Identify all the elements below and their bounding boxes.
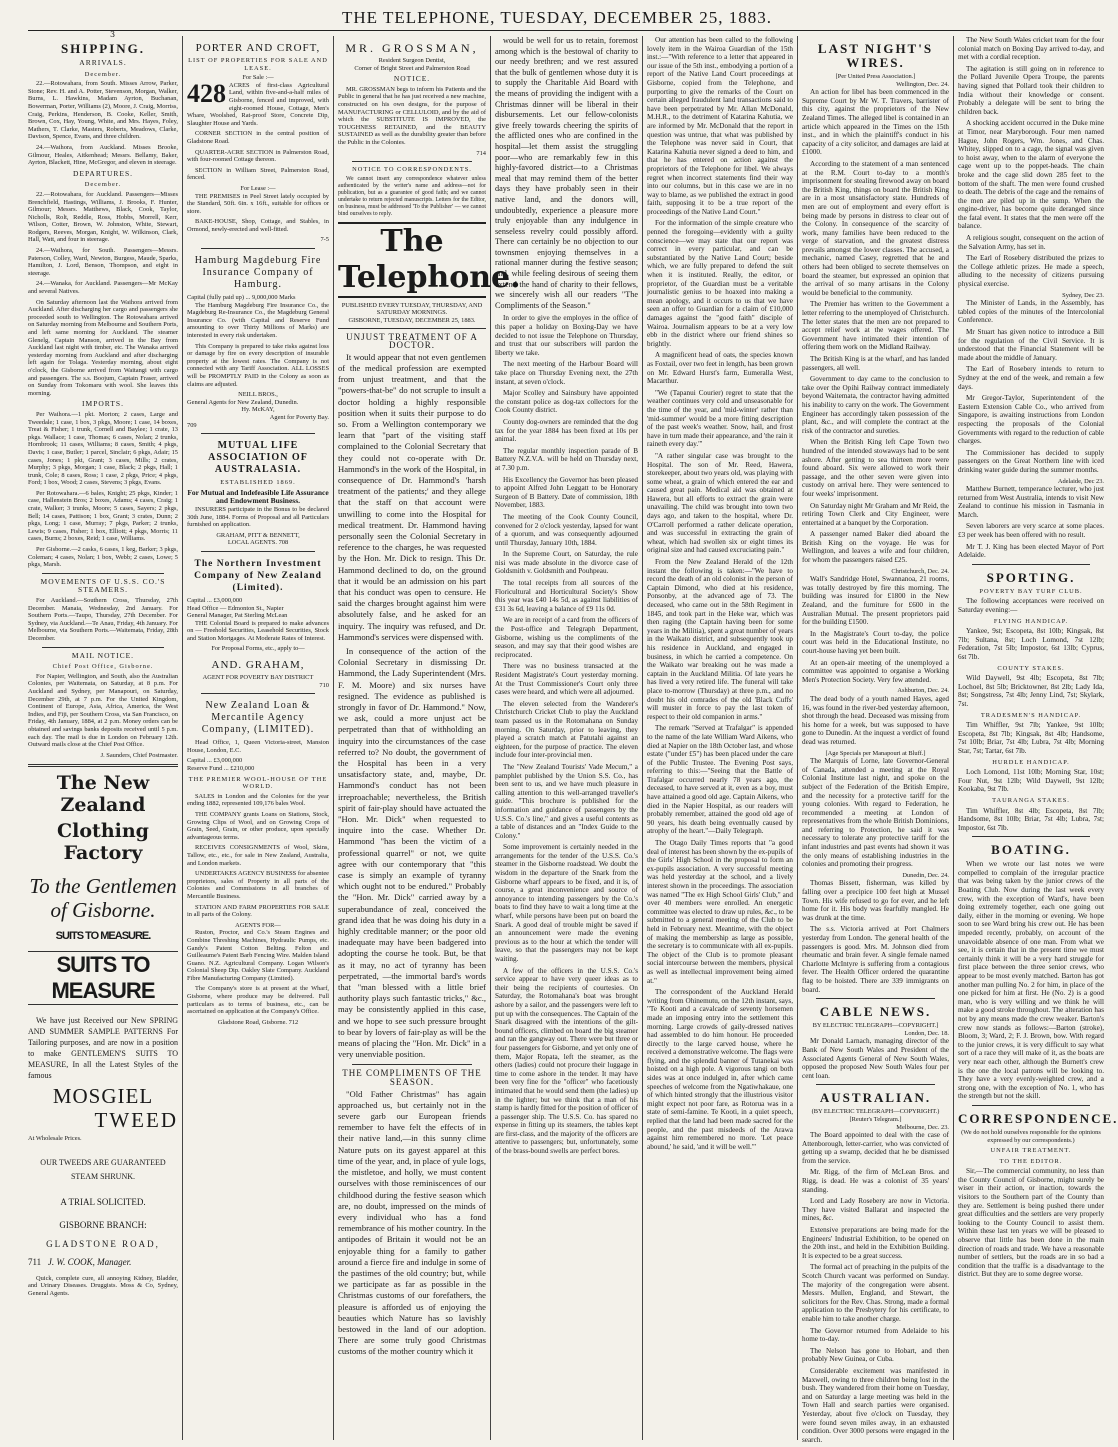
kidney-cure-text: Quick, complete cure, all annoying Kidney, Bladder, and Urinary Diseases. Druggists. Moss & Co, Sydney, General Agents. xyxy=(28,1274,178,1298)
hamburg-heading: Hamburg Magdeburg Fire Insurance Company of Hamburg. xyxy=(194,255,322,291)
australian-item: Mr Stuart has given notice to introduce a Bill for the regulation of the Civil Service. It is understood that the Financial Statement will be made about the middle of January. xyxy=(958,328,1104,362)
australian-item: Seven laborers are very scarce at some places. £3 per week has been offered with no result. xyxy=(958,522,1104,540)
masthead: THE TELEPHONE, TUESDAY, DECEMBER 25, 1883. xyxy=(341,8,773,27)
local-paragraph: The eleven selected from the Wanderer's Christchurch Cricket Club to play the Auckland team passed us in the Rotomahana on Sunday morning. On Saturday, prior to leaving, they played a scratch match at Patutahi against an eighteen, for the purpose of practice. The eleven include four inter-provincial men. xyxy=(495,699,638,760)
wire-item: On Saturday night Mr Graham and Mr Reid, the retiring Town Clerk and City Engineer, were entertained at a banquet by the Corporation. xyxy=(802,501,949,527)
boating-text: When we wrote our last notes we were compelled to complain of the irregular practice that was being taken by the junior crews of the Boating Club. Now during the last week every crew, with the exception of Ward's, have been doing extremely together, each one going out daily, either in the morning or evening. We hope soon to see Ward bring his crew out. He has been impeded recently, probably, on account of the unavoidable absence of one man. From what we see, it is certain that in the present time we must certainly think it will be a very hard struggle for first place between the three senior crews, who appear to be most evenly matched. Barton has got another man pulling No. 2 for him, in place of the one picked for him at first. He (No. 2) is a good man, who is very willing and we think he will make a good stroke throughout. The alteration has not by any means made the crew weaker. Barton's crew now stands as follows:—Barton (stroke), Bloom, 3; Ward, 2; F. J. Brown, bow. With regard to the junior crews, it is very difficult to say what sort of a race they will make of it, as the boats are very near each other, although the Burnett's crew is the one the local patrons will be looking to. They have a very evenly-weighted crew, and a strong one, with the exception of No. 1, who has the strength but not the skill. xyxy=(958,860,1104,1101)
australian-item: The formal act of preaching in the pulpits of the Scotch Church vacant was performed on Sunday. The majority of the congregation were absent. Messrs. Mullen, England, and Stewart, the solicitors for the Rev. Chas. Strong, made a formal application to the Presbytery for his certificate, to enable him to take another charge. xyxy=(802,1263,949,1323)
local-paragraph: The Otago Daily Times reports that "a good deal of interest has been shown by the ex-pupils of the Girls' High School in the proposal to form an ex-pupils association. A very successful meeting was held yesterday at the school, and a lively interest shown in the proceedings. The association was named "The ex High School Girls' Club," and over 40 members were enrolled. An energetic committee was elected to draw up rules, &c., to be submitted to a general meeting of the Club to be held in February next. Meantime, with the object of making the membership as large as possible, the secretary is to communicate with all ex-pupils. The object of the Club is to promote pleasant social intercourse between the members, physical as well as intellectual improvement being aimed at." xyxy=(647,839,793,985)
race-acceptances: Tim Whiffler, 9st 7lb; Yankee, 9st 10lb; Escopeta, 8st 7lb; Kingsak, 8st 4lb; Handsome, 7st 10lb; Briar, 7st 4lb; Lubra, 7st 4lb; Morning Star, 7st; Tartar, 6st 7lb. xyxy=(958,721,1104,755)
boating-heading: BOATING. xyxy=(991,842,1071,858)
local-paragraph: The remark "Served at Trafalgar" is appended to the name of the late William Ward Aikens, who died at Napier on the 18th October last, and whose estate ("under £5") has been placed under the care of the Public Trustee. The Evening Post says, referring to this:—"Seeing that the Battle of Trafalgar occurred nearly 78 years ago, the deceased, to have served at it, even as a boy, must have attained a good old age. Captain Aikens, who died in the Napier Hospital, as our readers will probably remember, attained the good old age of 90 years, his death being eventually caused by atrophy of the heart."—Daily Telegraph. xyxy=(647,724,793,836)
station-text: STATION AND FARM PROPERTIES FOR SALE in all parts of the Colony. xyxy=(187,903,329,919)
wire-item: Wall's Sandridge Hotel, Swannanoa, 21 rooms, was totally destroyed by fire this morning. The building was insured for £1800 in the New Zealand, and the furniture for £600 in the Australian Mutual. The present proprietors paid for the building £1500. xyxy=(802,575,949,627)
column-rule xyxy=(333,36,334,1440)
australian-subheading: (BY ELECTRIC TELEGRAPH—COPYRIGHT.) xyxy=(811,1108,940,1116)
departures-heading: DEPARTURES. xyxy=(72,168,134,178)
wires-location: Christchurch, Dec. 24. xyxy=(891,567,949,575)
departures-text-3: 24.—Wanaka, for Auckland. Passengers—Mr McKay and several Natives. xyxy=(28,280,178,296)
race-heading: HURDLE HANDICAP. xyxy=(992,758,1070,766)
local-paragraph: The meeting of the Cook County Council, convened for 2 o'clock yesterday, lapsed for want of a quorum, and was consequently adjourned until Thursday, January 10th, 1884. xyxy=(495,512,638,547)
ad-number: 710 xyxy=(319,681,329,689)
local-paragraph: His Excellency the Governor has been pleased to appoint Alfred John Leggatt to be Honorary Surgeon of B Battery. Date of commission, 18th November, 1883. xyxy=(495,475,638,510)
and-graham: AND. GRAHAM, xyxy=(211,659,305,672)
wire-item: The British King is at the wharf, and has landed passengers, all well. xyxy=(802,355,949,372)
local-paragraph: For the information of the simple creature who penned the foregoing—evidently with a guilty conscience—we may state that our report was correct in every particular, and can be substantiated by the Native Land Court; beside which, we are fully prepared to defend the suit when it is instituted. Really, the editor, or proprietor, of the Guardian must be a veritable journalistic genius to be hoaxed into making a mean apology, and it occurs to us that we have seen an offer to Guardian for a claim of £10,000 damages against the "good faith" disciple of Wairoa. Journalism appears to be at a very low ebb in the district where our friend shines so brightly. xyxy=(647,219,793,348)
premier-text: SALES in London and the Colonies for the year ending 1882, represented 109,176 bales Wool. xyxy=(187,792,329,808)
quarter-acre-text: QUARTER-ACRE SECTION in Palmerston Road, with four-roomed Cottage thereon. xyxy=(187,148,329,164)
suits-text: We have just Received our New SPRING AND SUMMER SAMPLE PATTERNS For Tailoring purposes, and are now in a position to make GENTLEMEN'S SUITS TO MEASURE, In all the Latest Styles of the famous xyxy=(28,1015,178,1080)
column-rule xyxy=(642,36,643,1440)
correspondence-note: (We do not hold ourselves responsible for the opinions expressed by our correspondents.) xyxy=(961,1128,1101,1144)
agents-for-label: AGENTS FOR— xyxy=(235,921,281,929)
race-heading: COUNTY STAKES. xyxy=(997,664,1065,672)
unjust-treatment-heading: UNJUST TREATMENT OF A DOCTOR. xyxy=(346,331,478,351)
ad-number: 711 xyxy=(28,1257,42,1268)
wire-item: The Premier has written to the Government a letter referring to the unemployed of Christchurch. The letter states that the men are not prepared to accept relief work at the wages offered. The Government have intimated their intention of offering them work on the Midland Railway. xyxy=(802,300,949,352)
sporting-heading: SPORTING. xyxy=(986,569,1076,585)
undertakes-text: UNDERTAKES AGENCY BUSINESS for absentee proprietors, sales of Property in all parts of the Colonies and Commissions in all branches of Mercantile Business. xyxy=(187,870,329,900)
nz-loan-heading: New Zealand Loan & Mercantile Agency Company, (LIMITED). xyxy=(201,700,315,736)
correspondents-heading: NOTICE TO CORRESPONDENTS. xyxy=(352,166,472,174)
race-acceptances: Yankee, 9st; Escopeta, 8st 10lb; Kingsak, 8st 7lb; Sultana, 8st; Loch Lomond, 7st 12lb; Federation, 7st 5lb; Impostor, 6st 13lb; Cyprus, 6st 7lb. xyxy=(958,627,1104,661)
imports-heading: IMPORTS. xyxy=(82,399,124,409)
trial-note: A TRIAL SOLICITED. xyxy=(60,1197,146,1208)
arrivals-text-2: 24.—Waihora, from Auckland. Misses Brooke, Gilmour, Heales, Aitkenhead; Messrs. Bellamy, Baker, Ayrton, Blackett, Hine, McGregor, and eleven in steerage. xyxy=(28,143,178,167)
local-paragraph: Some improvement is certainly needed in the arrangements for the tender of the U.S.S. Co.'s steamer in the Gisborne roadstead. We doubt the wisdom in the departure of the Snark from the Gisborne wharf appears to be fixed, and it is, of course, a great inconvenience and source of annoyance to intending passengers by the Co.'s boats to find they have to wait a long time at the wharf, while persons have been put on board the Snark. A good deal of trouble might be saved if an announcement were made the evening previous as to the hour at which the tender will leave, so that the passengers may not be kept waiting. xyxy=(495,843,638,963)
race-acceptances: Loch Lomond, 11st 10lb; Morning Star, 10st; Four Nut, 9st 12lb; Wild Daywell, 9st 12lb; Kookaba, 9st 7lb. xyxy=(958,768,1104,794)
manager-name: J. W. COOK, Manager. xyxy=(47,1257,132,1268)
local-paragraph: From the New Zealand Herald of the 12th instant the following is taken:—"We have to record the death of an old colonist in the person of Captain Dimond, who died at his residence, Ponsonby, at the advanced age of 73. The deceased, who came out in the 58th Regiment in 1845, and took part in the Heke war, which was then raging (the Captain having been for some years in the Militia), spent a great number of years in the Waikato district, and subsequently took up his residence in Auckland, and engaged in business, in which he carried a competence. On the Waikato war breaking out he was made a captain in the Auckland Militia. Of late years he has lived a very retired life. The funeral will take place to-morrow (Thursday) at three p.m., and no doubt his old comrades of the old 'Black Cuffs' will muster in force to pay the last token of respect to their old companion in arms." xyxy=(647,558,793,721)
unjust-treatment-p1: It would appear that not even gentlemen of the medical profession are exempted from unjust treatment, and that the "powers-that-be" do not scruple to insult a doctor holding a highly responsible position when it suits their purpose to do so. From a Wellington contemporary we learn that "part of the visiting staff complained to the Colonial Secretary that they could not co-operate with Dr. Hammond's in the work of the Hospital, in consequence of Dr. Hammond's 'harsh treatment of the patients;' and they allege that the staff on that account were unwilling to come into the Hospital for medical treatment. Dr. Hammond having personally seen the Colonial Secretary in reference to the charges, he was requested by the Hon. Mr. Dick to resign. This Dr. Hammond declined to do, on the ground that it would be an admission on his part that his conduct was open to censure. He said the charges brought against him were absolutely false, and he asked for an inquiry. The inquiry was refused, and Dr. Hammond's services were dispensed with. xyxy=(338,351,486,642)
wire-item: According to the statement of a man sentenced at the R.M. Court to-day to a month's imprisonment for stealing firewood away on board the British King, things on board the British King are in a most unsatisfactory state. Hundreds of men are out of employment and every effort is being made by persons in distress to clear out of the Colony. In consequence of the scarcity of work, many families have been reduced to the verge of starvation, and the greatest distress prevails amongst the lower classes. The accused, a mechanic, named Casey, regretted that he and others had been obliged to secrete themselves on board the steamer, but expressed an opinion that the arrival of so many artisans in the Colony would be beneficial to the community. xyxy=(802,159,949,297)
column-rule xyxy=(182,36,183,1440)
nz-loan-office: Head Office, 1, Queen Victoria-street, Mansion House, London, E.C. xyxy=(187,739,329,754)
wire-item: At an open-air meeting of the unemployed a committee was appointed to organise a Working Men's Protection Society. Very few attended. xyxy=(802,658,949,684)
mutual-subheading: For Mutual and Indefeasible Life Assurance and Endowment Business. xyxy=(187,487,329,506)
column-4 xyxy=(495,36,638,1440)
imports-text: Per Waihora.—1 pkt. Morton; 2 cases, Large and Tweedale; 1 case, 1 box, 3 pkgs, Moore; 1 case, 14 boxes, Treat & Fisher; 1 trunk, Cornell and Baylee; 1 crate, 13 pkgs. Wallace; 1 case, Thomas; 6 cases, Nolan; 2 trunks, Hornbrook; 11 cases, Williams; 8 cases, Smith; 4 pkgs, Davis; 1 case, Butler; 1 parcel, Sinclair; 6 pkgs, Adair; 15 cases, Jones; 1 pkt, Grant; 3 cases, Mills; 2 crates, Murphy; 3 pkgs, Morgan; 1 case, Black; 2 pkgs, Hall; 1 trunk, Cole; 8 cases, Ross; 1 case, 2 pkgs, Price; 4 pkgs, Ford; 1 box, Wood; 2 cases, Stevens; 3 pkgs, Evans. xyxy=(28,410,178,487)
northern-office: Head Office — Edmonton St., Napier xyxy=(187,604,284,612)
nz-loan-reserve: Reserve Fund ... £210,000 xyxy=(187,765,255,773)
australian-item: Matthew Burnett, temperance lecturer, who just returned from West Australia, intends to visit New Zealand to continue his mission in Tasmania in March. xyxy=(958,485,1104,519)
australian-location: Sydney, Dec 23. xyxy=(1062,291,1104,299)
wire-item: An action for libel has been commenced in the Supreme Court by Mr W. T. Travers, barrister of this city, against the proprietors of the New Zealand Times. The alleged libel is contained in an article which appeared in the Times on the 15th inst., and in which the plaintiff's conduct in his capacity of a city solicitor, and damages are laid at £1000. xyxy=(802,88,949,157)
nz-loan-capital: Capital ... £3,000,000 xyxy=(187,757,243,765)
race-heading: TAURANGA STAKES. xyxy=(992,796,1070,804)
local-paragraph: The correspondent of the Auckland Herald writing from Ohinemutu, on the 12th instant, says, "Te Kooti and a cavalcade of seventy horsemen made an imposing entry into the settlement this morning. Large crowds of gaily-dressed natives had assembled to do him honour. He proceeded directly to the large carved house, where he received a demonstrative welcome. The flags were flying, and the splendid banner of Tutanekai was hoisted on a high pole. A vigorous tangi on both sides was at once indulged in, after which came speeches of welcome from the Ngatiwhakaue, one of which hinted strongly that the illustrious visitor might expect not poor fare, as Rotorua was in a state of semi-famine. Te Kooti, in a quiet speech, replied that the land had been made sacred for the people, and the past misdeeds of the Arawa against him remembered no more. 'Let peace abound,' he said, 'and it will be well.'" xyxy=(647,988,793,1151)
cable-news-subheading: BY ELECTRIC TELEGRAPH—COPYRIGHT.] xyxy=(812,1022,939,1030)
australian-item: The New South Wales cricket team for the four colonial match on Boxing Day arrived to-day, and met with a cordial reception. xyxy=(958,36,1104,62)
mutual-text: INSURERS participate in the Bonus to be declared 30th June, 1884. Forms of Proposal and all Particulars furnished on application. xyxy=(187,505,329,529)
arrivals-date: December. xyxy=(84,70,122,78)
arrivals-text: 22.—Rotowahara, from South. Misses Arrow, Parker, Stone; Rev. H. and A. Potter, Stevenson, Morgan, Walker, Burns, L. Hawkins, Madam Ayrton, Buchanan, Bowerman, Porter, Williams (2), Moore, J. Craig, Morriss, Craig, Perkins, Henderson, B. Cooke, Keller, Smith, Brown, Cox, Hay, Young, White, and Mrs. Hayes, Foley, Mathers, T. Clarke, Masters, Roberts, Meadows, Clarke, Davison, Spence, Evans, and three children. xyxy=(28,80,178,141)
movements-text: For Auckland.—Southern Cross, Thursday, 27th December. Manaia, Wednesday, 2nd January. For Southern Ports.—Taupo, Thursday, 27th December. For Sydney, via Auckland.—Te Anau, Friday, 4th January. For Melbourne, via Southern Ports.—Waitemata, Friday, 28th December. xyxy=(28,597,178,642)
australian-item: Considerable excitement was manifested in Maxwell, owing to three children being lost in the bush. They wandered from their home on Tuesday, and on Saturday a large meeting was held in the Town Hall and search parties were organised. Yesterday, about five o'clock on Tuesday, they were found seven miles away, in an exhausted condition. Over 3000 persons were engaged in the search. xyxy=(802,1366,949,1444)
departures-date: December. xyxy=(84,181,122,189)
australian-item: The Earl of Rosebery distributed the prizes to the College athletic prizes. He made a speech, alluding to the necessity of citizens pursuing physical exercise. xyxy=(958,254,1104,289)
corner-section-text: CORNER SECTION in the central position of Gladstone Road. xyxy=(187,130,329,145)
notice-text: MR. GROSSMAN begs to inform his Patients and the Public in general that he has just received a new machine, constructed on his own designs, for the purpose of MANUFACTURING or CELLULOID, and by the aid of which the SUBSTITUTE IS IMPROVED, the TOUGHNESS RETAINED, and the BEAUTY SUSTAINED as well as the durability greater than before the Public in the Colonies. xyxy=(338,85,486,146)
neill-bros: NEILL BROS., xyxy=(238,391,278,399)
acreage-number: 428 xyxy=(187,78,226,108)
william-street-text: SECTION in William Street, Palmerston Road, fenced. xyxy=(187,166,329,182)
local-paragraph: In the Supreme Court, on Saturday, the rule nisi was made absolute in the divorce case of Goldsmith v. Goldsmith and Pouhpeau. xyxy=(495,550,638,576)
shipping-news: On Saturday afternoon last the Waihora arrived from Auckland. After discharging her cargo and passengers she proceeded south to Wellington. The Rotowahara arrived on Saturday morning from Melbourne and Southern Ports, and left same morning for Auckland. The steamer Glenelg, Captain Manson, arrived in the Bay from Auckland last night with timber, etc. The Wanaka arrived yesterday morning from Auckland and after discharging left again for Tolaga. Yesterday morning, about eight o'clock, the Gisborne arrived from Waitangi with cargo and passengers. The s.s. Boojum, Captain Fraser, arrived on Sunday from Tokomaru with wool. She leaves this morning. xyxy=(28,298,178,397)
australian-item: Lord and Lady Rosebery are now in Victoria. They have visited Ballarat and inspected the mines, &c. xyxy=(802,1197,949,1223)
imports-text-2: Per Rotowahara.—6 bales, Knight; 25 pkgs, Kinder; 1 case, Hallenstein Bros; 2 boxes, Adams; 4 cases, Craig; 1 crate, Walker; 3 trunks, Moore; 5 cases, Sayers; 2 pkgs, Bell; 14 cases, Pattison; 1 box, Grant; 3 crates, Dunn; 2 pkgs, Long; 1 case, Murray; 7 pkgs, Parker; 2 trunks, Lewis; 9 cases, Fisher; 1 box, Elliott; 4 pkgs, Morris; 11 cases, Burns; 2 boxes, Reid; 1 case, Williams. xyxy=(28,489,178,543)
australian-item: The Governor returned from Adelaide to his home to-day. xyxy=(802,1326,949,1344)
hamburg-text: The Hamburg Magdeburg Fire Insurance Co., the Magdeburg Re-Insurance Co., the Magdeburg General Insurance Co. (with Capital and Reserve Fund amounting to over Thirty Millions of Marks) are interested in every risk undertaken. xyxy=(187,301,329,340)
compliments-continued: would be well for us to retain, foremost among which is the bestowal of charity to our needy brethren; and we rest assured that the bulk of gentlemen whose duty it is to supply the Charitable Aid Board with the means of providing the indigent with a Christmas dinner will be liberal in their disbursements. Let our fellow-colonists give freely towards cheering the spirits of the afflicted ones who are confined in the hospital—let them assist the struggling poor—who are remarkably few in this highly-favored district—to a Christmas meal that may remind them of the better days they have probably seen in their native land, and the donors will, undoubtedly, experience a pleasure more truly enjoyable than any indulgence in senseless revelry could possibly afford. There can certainly be no objection to our townsmen enjoying themselves in a rational manner during the festive season; and, while feeling desirous of seeing them extend the hand of charity to their fellows, we sincerely wish all our readers "The Compliments of the Season." xyxy=(495,36,638,310)
australian-item: The Minister of Lands, in the Assembly, has tabled copies of the minutes of the Intercolonial Conference. xyxy=(958,299,1104,325)
turf-club-heading: POVERTY BAY TURF CLUB. xyxy=(979,587,1083,595)
porter-croft-subheading: LIST OF PROPERTIES FOR SALE AND LEASE. xyxy=(188,57,328,72)
ad-number: 714 xyxy=(476,149,486,157)
race-heading: TRADESMEN'S HANDICAP. xyxy=(980,711,1082,719)
ad-number: 712 xyxy=(288,1018,299,1026)
local-paragraph: A magnificent head of oats, the species known as Foxtail, over two feet in length, has been grown on Mr. Edward Hurst's farm, Eumeralla West, Macarthur. xyxy=(647,351,793,386)
correspondence-subheading: UNFAIR TREATMENT. xyxy=(990,1147,1072,1155)
mail-heading: MAIL NOTICE. xyxy=(71,650,135,660)
imports-text-3: Per Gisborne.—2 casks, 6 cases, 1 keg, Barker; 3 pkgs, Coleman; 4 cases, Nolan; 1 box, Webb; 2 cases, Lowe; 5 pkgs, Marsh. xyxy=(28,546,178,569)
gladstone-road-sign: Gladstone Road, Gisborne. 712 xyxy=(217,1018,299,1026)
wires-heading: LAST NIGHT'S WIRES. xyxy=(817,41,934,70)
porter-croft-heading: PORTER AND CROFT, xyxy=(195,42,321,54)
local-paragraph: Our attention has been called to the following lovely item in the Wairoa Guardian of the 15th inst.:—"With reference to a letter that appeared in our issue of the 5th inst., embodying a portion of a report of the Native Land Court proceedings at Gisborne, copied from the Telephone, and purporting to give the remarks of the Court on certain alleged fraudulent land transactions said to have been perpetrated by Mr. Allan McDonald, M.H.R., to the detriment of Katarina Kahutia, we are informed by Mr. McDonald that the report in question was untrue, that what was published by the Telephone was never said in Court, that Katarina Kahutia never signed a deed to him, and that he has entered on action against the proprietors of the Telephone for libel. We always regret when incorrect statements find their way into our columns, but in this case we are in no way to blame, as we published the extract in good faith, supposing it to be a true report of the proceedings of the Native Land Court." xyxy=(647,36,793,216)
wire-item: When the British King left Cape Town two hundred of the intended stowaways had to be sent ashore. After getting to sea thirteen more were found aboard. Six were allowed to work their passage, and the other seven were given into custody on arrival here. They were sentenced to four weeks' imprisonment. xyxy=(802,438,949,498)
mutual-established: ESTABLISHED 1869. xyxy=(220,479,296,487)
suits-to-measure-large: SUITS TO MEASURE xyxy=(28,951,178,1005)
agents-text: Ruston, Proctor, and Co.'s Steam Engines and Combine Threshing Machines, Hydraulic Pumps, etc. Gandy's Patent Cotton Belting. Felton and Guilleaume's Patent Barb Fencing Wire. Malden Island Guano. N.Z. Agricultural Company. Logan Wilson's Colonial Sheep Dip. Oakley Slate Company. Auckland Fibre Manufacturing Company (Limited). xyxy=(187,929,329,982)
local-paragraph: A few of the officers in the U.S.S. Co.'s service appear to have very queer ideas as to their being the recipients of courtesies. On Saturday, the Rotomahana's boat was brought ashore by a sailor, and the passengers were left to put up with the consequences. The Captain of the Snark disagreed with the intentions of the gilt-bound officers, climbed on board the big steamer and ran the gangway out. There were but three or four passengers for Gisborne, and yet only one of them, Major Ropata, left the steamer, as the others (ladies) could not procure their luggage in time to come ashore in the tender. It may have been very fine for the "officer" who facetiously intimated that he would send them (the ladies) up in the lighter; but we think that a man of his stamp is hardly fitted for the position of officer of a passenger ship. The U.S.S. Co. has spared no expense in fitting up its steamers, the tables kept are first-class, and the majority of the officers are attentive to passengers; but, unfortunately, some of the brass-bound swells are perfect bores. xyxy=(495,966,638,1156)
arrivals-heading: ARRIVALS. xyxy=(79,58,127,67)
correspondence-heading: CORRESPONDENCE. xyxy=(958,1110,1118,1126)
branch-heading: GISBORNE BRANCH: xyxy=(59,1220,147,1231)
wire-item: In the Magistrate's Court to-day, the police court was held in the Educational Institute, no court-house having yet been built. xyxy=(802,629,949,655)
lease-text: THE PREMISES in Peel Street lately occupied by the Standard, 50ft. 6in. x 16ft., suitable for offices or store. xyxy=(187,192,329,215)
australian-item: A shocking accident occurred in the Duke mine at Timor, near Maryborough. Four men named Hague, John Rogers, Wm. Jones, and Chas. Whitey, slipped on to a cage, the signal was given to hoist away, when to the alarm of everyone the cage went up to the poppet-heads. The chain broke and the cage slid down 285 feet to the bottom of the shaft. The men were found crushed to death. The debris of the cage and the remains of the men are piled up in the sump. When the engine-driver, has become quite deranged since the fatal event. It states that the men were off the balance. xyxy=(958,119,1104,231)
australian-item: The agitation is still going on in reference to the Pollard Juvenile Opera Troupe, the parents having signed that Pollard took their children to India without their knowledge or consent. Probably a delegate will be sent to bring the children back. xyxy=(958,64,1104,116)
suits-to-measure-small: SUITS TO MEASURE. xyxy=(55,930,151,943)
australian-location: Adelaide, Dec 23. xyxy=(1057,477,1104,485)
clothing-factory-line-1: The New Zealand xyxy=(56,772,150,817)
for-sale-label: For Sale :— xyxy=(242,74,274,82)
movements-heading: MOVEMENTS OF U.S.S. CO.'S STEAMERS. xyxy=(40,576,166,595)
wire-item: The dead body of a youth named Hayes, aged 16, was found in the river-bed yesterday afternoon, shot through the head. Deceased was missing from his home for a week, but was supposed to have gone to Dunedin. At the inquest a verdict of found dead was returned. xyxy=(802,694,949,746)
graham-pitt-bennett: GRAHAM, PITT & BENNETT, xyxy=(216,531,300,539)
australian-item: The Commissioner has decided to supply passengers on the Great Northern line with iced drinking water guide during the summer months. xyxy=(958,448,1104,474)
column-5 xyxy=(647,36,793,1440)
tweed-heading: TWEED xyxy=(94,1107,178,1132)
premier-heading: THE PREMIER WOOL-HOUSE OF THE WORLD. xyxy=(188,775,328,791)
column-rule xyxy=(953,36,954,1440)
wires-subheading: [Per United Press Association.] xyxy=(835,73,916,80)
wires-location: Dunedin, Dec. 24. xyxy=(902,871,949,879)
australian-item: Mr. Rigg, of the firm of McLean Bros. and Rigg, is dead. He was a colonist of 35 years' standing. xyxy=(802,1168,949,1194)
telephone-title: The Telephone. xyxy=(338,222,486,298)
local-paragraph: County dog-owners are reminded that the dog tax for the year 1884 has been fixed at 10s per animal. xyxy=(495,417,638,444)
compliments-heading: THE COMPLIMENTS OF THE SEASON. xyxy=(342,1068,482,1088)
wire-item: The s.s. Victoria arrived at Port Chalmers yesterday from London. The general health of the passengers is good. Mrs. M. Johnson died from rheumatic and brain fever. A single female named Charlotte McIntyre is suffering from a contagious fever. The Health Officer ordered the quarantine flag to be hoisted. There are 339 immigrants on board. xyxy=(802,925,949,994)
neill-bros-sub: General Agents for New Zealand, Dunedin. xyxy=(187,398,299,406)
northern-capital: Capital ... £3,000,000 xyxy=(187,596,243,604)
wire-item: A passenger named Baker died aboard the British King on the voyage. He was for Wellington, and leaves a wife and four children, for whom the passengers raised £25. xyxy=(802,530,949,565)
race-acceptances: Wild Daywell, 9st 4lb; Escopeta, 8st 7lb; Lochoel, 8st 5lb; Bricktowner, 8st 2lb; Lady Ida, 8st; Songstress, 7st 4lb; Jenny Lind, 7st; Skylark, 7st. xyxy=(958,674,1104,708)
mail-text: For Napier, Wellington, and South, also the Australian Colonies, per Waitemata, on Saturday, at 8 p.m. For Auckland and Sydney, per Manapouri, on Saturday, December 29th, at 7 p.m. For the United Kingdom, Continent of Europe, Asia, Africa, America, the West Indies, and Fiji, per Southern Cross, via San Francisco, on Friday, 4th January, 1884, at 2 p.m. Money orders can be obtained and savings banks deposits received until 5 p.m. each day. The mail is due in London on February 12th. Outward mails close at the Chief Post Office. xyxy=(28,672,178,749)
for-lease-label: For Lease :— xyxy=(240,184,276,192)
mckay-sub: Agent for Poverty Bay. xyxy=(269,413,329,421)
turf-intro: The following acceptances were received on Saturday evening:— xyxy=(958,597,1104,615)
stores-text: The Company's store is at present at the Wharf, Gisborne, where produce may be delivered. Full particulars as to terms of business, etc., can be ascertained on application at the Company's Office. xyxy=(187,985,329,1016)
local-paragraph: "We (Tapanui Courier) regret to state that the weather continues very cold and unseasonable for the time of the year, and 'mid-winter' rather than 'mid-summer' would be a more fitting description of the past week's weather. Snow, hail, and frost have in turn made their appearance, and 'the rain it raineth every day.'" xyxy=(647,388,793,449)
northern-investment-heading: The Northern Investment Company of New Zealand (Limited). xyxy=(194,558,322,593)
correspondents-text: We cannot insert any correspondence whatever unless authenticated by the writer's name and address—not for publication, but as a guarantee of good faith; and we cannot undertake to return rejected manuscripts. Letters for the Editor, on business, must be addressed 'To the Publisher' — we cannot bind ourselves to reply. xyxy=(338,175,486,217)
clothing-factory-line-2: Clothing Factory xyxy=(57,820,149,865)
australian-item: Mr T. J. King has been elected Mayor of Port Adelaide. xyxy=(958,542,1104,560)
mail-office: Chief Post Office, Gisborne. xyxy=(52,663,154,671)
wire-item: The Marquis of Lorne, late Governor-General of Canada, attended a meeting at the Royal Colonial Institute last night, and spoke on the subject of the Federation of the British Empire, and the necessity for a protective tariff for the young colonies. With regard to Federation, he recommended a meeting at London of representatives from the whole British Dominions, and referring to Protection, he said it was necessary to tolerate any protective tariff for the infant industries and past events had shown it was the only means of establishing industries in the colonies and promoting their progress. xyxy=(802,757,949,869)
departures-text-2: 24.—Waihora, for South. Passengers—Messrs. Paterson, Colley, Ward, Newton, Burgess, Maude, Sparks, Hamilton, J. Lord, Benson, Thompson, and eight in steerage. xyxy=(28,247,178,277)
local-paragraph: The regular monthly inspection parade of B Battery N.Z.V.A. will be held on Thursday next, at 7.30 p.m. xyxy=(495,446,638,472)
column-rule xyxy=(490,36,491,1440)
local-paragraph: The total receipts from all sources of the Floricultural and Horticultural Society's Show this year was £40 14s 5d, as against liabilities of £31 3s 6d, leaving a balance of £9 11s 0d. xyxy=(495,579,638,613)
australian-item: A religious sought, consequent on the action of the Salvation Army, has set in. xyxy=(958,234,1104,251)
australian-heading: AUSTRALIAN. xyxy=(819,1090,932,1106)
australian-item: The Earl of Rosebery intends to return to Sydney at the end of the week, and remain a few days. xyxy=(958,365,1104,391)
northern-manager: General Manager, Pat Sterling McLean xyxy=(187,612,288,620)
northern-text: THE Colonial Board is prepared to make advances on — Freehold Securities, Leasehold Securities, Stock and Station Mortgages. At Moderate Rates of Interest. xyxy=(187,619,329,642)
gentlemen-heading: To the Gentlemen of Gisborne. xyxy=(29,874,177,923)
shipping-heading: SHIPPING. xyxy=(60,41,146,56)
column-3 xyxy=(338,36,521,1440)
local-paragraph: There was no business transacted at the Resident Magistrate's Court yesterday morning. At the Trust Commissioner's Court only three cases were heard, and which were all adjourned. xyxy=(495,662,638,697)
mosgiel-heading: MOSGIEL xyxy=(52,1083,154,1108)
reuters-note: [Reuter's Telegram.] xyxy=(849,1115,902,1123)
column-2 xyxy=(187,36,329,1440)
cable-news-heading: CABLE NEWS. xyxy=(819,1004,932,1020)
compliments-text: "Old Father Christmas" has again approached us, but certainly not in the severe garb our European friends remember to have felt the effects of in their native land,—in this sunny clime Nature puts on its gayest apparel at this time of the year, and, in place of yule logs, the mistletoe, and holly, we must content ourselves with those reminiscences of our childhood during the festive season which are, no doubt, impressed on the minds of every individual who has a fond remembrance of his mother country. In the antipodes of Britain it would not be an enjoyable thing for a family to gather around a fierce fire and indulge in some of the pastimes of the old country; but, while we participate as far as possible in the Christmas customs of our forefathers, the pleasure is afforded us of enjoying the beauties which Nature has so lavishly bestowed in the land of our adoption. There are some truly good Christmas customs of the mother country which it xyxy=(338,1088,486,1357)
to-the-editor: TO THE EDITOR. xyxy=(999,1157,1063,1165)
and-graham-sub: AGENT FOR POVERTY BAY DISTRICT xyxy=(202,674,314,682)
cable-location: London, Dec. 18. xyxy=(904,1029,949,1037)
cable-item: Mr Donald Larnach, managing director of the Bank of New South Wales and President of the Associated Agents General of New South Wales, opposed the proposed New South Wales four per cent loan. xyxy=(802,1037,949,1080)
for-sale-text: ACRES of first-class Agricultural Land, within five-and-a-half miles of Gisborne, fenced and improved, with eight-roomed House, Cottage, Men's Whare, Woolshed, Rat-proof Store, Concrete Dip, Slaughter House and Yards. xyxy=(187,81,329,127)
proposal-note: For Proposal Forms, etc., apply to— xyxy=(211,645,305,653)
ad-number: 709 xyxy=(187,421,197,429)
unjust-treatment-p2: In consequence of the action of the Colonial Secretary in dismissing Dr. Hammond, the Lady Superintendent (Mrs. F. M. Moore) and six nurses have resigned. The evidence as published is strongly in favor of Dr. Hammond." Now, we ask, could a more unjust act be perpetrated than that of withholding an inquiry into the circumstances of the case referred to? No doubt, the government of the Hospital has been in a very unsatisfactory state, and, maybe, Dr. Hammond's conduct has not been irreproachable; nevertheless, the British spirit of fair-play should have actuated the "Hon. Mr. Dick" when requested to inquire into the case. Whether Dr. Hammond "has been the victim of a professional quarrel" or not, we quite agree with our contemporary that "this case is simply an example of tyranny which ought not to be endured." Probably the "Hon. Mr. Dick" carried away by a superabundance of zeal, conceived the grand idea that he was doing his duty in a highly creditable manner; or the poor old inadequate may have been badgered into adopting the course he took. But, be that as it may, no act of tyranny has been perpetrated, —the immortal bard's words that "man blessed with a little brief authority plays such fantastic tricks," &c., may be consistently applied in this case, and we hope to see such pressure brought to bear by lovers of fair-play as will be the means of placing the "Hon. Mr. Dick" in a very unenviable position. xyxy=(338,645,486,1060)
australian-item: The Nelson has gone to Hobart, and then probably New Guinea, or Cuba. xyxy=(802,1346,949,1364)
column-rule xyxy=(797,36,798,1440)
column-1 xyxy=(28,36,178,1440)
grossman-heading: MR. GROSSMAN, xyxy=(345,41,479,55)
australian-item: Mr Gregor-Taylor, Superintendent of the Eastern Extension Cable Co., who arrived from Singapore, is awaiting instructions from London respecting the proposals of the Colonial Governments with regard to the reduction of cable charges. xyxy=(958,394,1104,446)
race-acceptances: Tim Whiffler, 8st 4lb; Escopeta, 8st 7lb; Handsome, 8st 10lb; Briar, 7st 4lb; Lubra, 7st; Impostor, 6st 7lb. xyxy=(958,806,1104,832)
hamburg-text-2: This Company is prepared to take risks against loss or damage by fire on every description of insurable property at the lowest rates. The Company is not connected with any Tariff Association. ALL LOSSES will be PROMPTLY PAID in the Colony as soon as claims are adjusted. xyxy=(187,342,329,388)
local-paragraph: "A rather singular case was brought to the Hospital. The son of Mr. Reed, Hawera, storekeeper, about two years old, was playing with some wheat, a grain of which entered the ear and caused great pain. Medical aid was obtained at Hawera, but all efforts to extract the grain were unavailing. The child was brought into town two days ago, and taken to the hospital, where Dr. O'Carroll performed a rather delicate operation, and was successful in extracting the grain of wheat, which had swollen six or eight times its original size and had caused excruciating pain." xyxy=(647,451,793,555)
local-paragraph: The next meeting of the Harbour Board will take place on Thursday Evening next, the 27th instant, at seven o'clock. xyxy=(495,360,638,386)
mutual-life-heading: MUTUAL LIFE ASSOCIATION OF AUSTRALASIA. xyxy=(208,440,308,476)
local-paragraph: We are in receipt of a card from the officers of the Post-office and Telegraph Department, Gisborne, wishing us the compliments of the season, and may say that their good wishes are reciprocated. xyxy=(495,616,638,659)
graham-pitt-bennett-sub: LOCAL AGENTS. 708 xyxy=(227,539,289,547)
column-6 xyxy=(802,36,949,1444)
grossman-subheading: Resident Surgeon Dentist, xyxy=(378,57,446,64)
wires-location: Ashburton, Dec. 24. xyxy=(897,687,949,695)
mckay-name: Hy. McKAY, xyxy=(241,406,275,414)
ad-number: 708 xyxy=(278,539,289,547)
grossman-address: Corner of Bright Street and Palmerston Road xyxy=(354,64,470,72)
race-heading: FLYING HANDICAP. xyxy=(993,617,1069,625)
ad-number: 7-5 xyxy=(320,236,329,244)
column-7 xyxy=(958,36,1118,1440)
masthead-rule xyxy=(28,30,1100,31)
wholesale-note: At Wholesale Prices. xyxy=(28,1134,82,1142)
published-note: PUBLISHED EVERY TUESDAY, THURSDAY, AND SATURDAY MORNINGS. xyxy=(341,301,483,317)
local-paragraph: The "New Zealand Tourists' Vade Mecum," a pamphlet published by the Union S.S. Co., has been sent to us, and we have much pleasure in calling attention to this well-arranged traveller's guide. "This brochure is published for the information and guidance of passengers by the U.S.S. Co.'s line," and gives a useful contents as a table of distances and an "Index Guide to the Colony." xyxy=(495,762,638,840)
australian-location: Melbourne, Dec. 23. xyxy=(896,1123,949,1131)
page-mark: 3 xyxy=(110,30,116,39)
company-text: THE COMPANY grants Loans on Stations, Stock, Growing Clips of Wool, and on Growing Crops of Grain, Seed, Grain, or other produce, upon specially advantageous terms. xyxy=(187,811,329,841)
australian-item: Extensive preparations are being made for the Engineers' Industrial Exhibition, to be opened on the 20th inst., and held in the Exhibition Building. It is expected to be a great success. xyxy=(802,1226,949,1260)
age-specials-note: [Age Specials per Manapouri at Bluff.] xyxy=(825,749,926,757)
departures-text: 22.—Rotowahara, for Auckland. Passengers—Misses Brenchfield, Hastings, Williams, J. Brooks, F. Hunter, Gilmour; Messrs. Matthews, Black, Cook, Taylor, Nicholls, Rolt, Reddle, Ross, Hobbs, Morrell, Kerr, Wilson, Cotter, Brown, W. Johnston, White, Stewart, Rodgers, Reeves, Morgan, Knight, W. Wilkinson, Clark, Hall, Watt, and four in steerage. xyxy=(28,190,178,244)
local-paragraph: Major Scolley and Sainsbury have appointed the constant police as dog-tax collectors for the Cook County district. xyxy=(495,389,638,415)
wires-location: Wellington, Dec. 24. xyxy=(896,80,949,88)
wire-item: Government to day came to the conclusion to take over the Opihi Railway contract immediately beyond Waitemata, the contractor having admitted his inability to carry on the work. The Government Engineer has accordingly taken possession of the plant, &c., and will complete the contract at the risk of the contractor and sureties. xyxy=(802,375,949,435)
bake-house-text: BAKE-HOUSE, Shop, Cottage, and Stables, in Ormond, newly-erected and well-fitted. xyxy=(187,218,329,233)
wire-item: Thomas Bissett, fisherman, was killed by falling over a precipice 100 feet high at Mussel Town. His wife refused to go for ever, and he left home for it. His body was fearfully mangled. He was drunk at the time. xyxy=(802,879,949,922)
branch-road: GLADSTONE ROAD, xyxy=(46,1238,160,1249)
hamburg-capital: Capital (fully paid up) ... 9,000,000 Marks xyxy=(187,294,296,302)
australian-item: The Board appointed to deal with the case of Attenborough, letter-carrier, who was convicted of getting up a swamp, decided that he be dismissed from the service. xyxy=(802,1131,949,1165)
local-paragraph: In order to give the employes in the office of this paper a holiday on Boxing-Day we have decided to not issue the Telephone on Thursday, and trust that our subscribers will pardon the liberty we take. xyxy=(495,314,638,357)
correspondence-letter: Sir,—The commercial community, no less than the County Council of Gisborne, might surely be wiser in their action, or inaction, towards the visitors to the Southern part of the County than they are. Settlement is being pushed there under great difficulties and the settlers are very properly looking to the County Council to assist them. Within these last ten years we will be pleased to observe that little has been done in the main direction of roads and trade. We have a reasonable number of settlers, but the roads are in so bad a condition that the traffic is a disadvantage to the district. But they are to some degree worse. xyxy=(958,1167,1104,1279)
dateline: GISBORNE, TUESDAY, DECEMBER 25, 1883. xyxy=(338,317,486,329)
receives-text: RECEIVES CONSIGNMENTS of Wool, Skins, Tallow, etc., etc., for sale in New Zealand, Australia, and London markets. xyxy=(187,844,329,867)
mail-signature: J. Saunders, Chief Postmaster. xyxy=(100,751,178,759)
guaranteed-note: OUR TWEEDS ARE GUARANTEED STEAM SHRUNK. xyxy=(40,1158,166,1182)
notice-heading: NOTICE. xyxy=(393,74,431,84)
